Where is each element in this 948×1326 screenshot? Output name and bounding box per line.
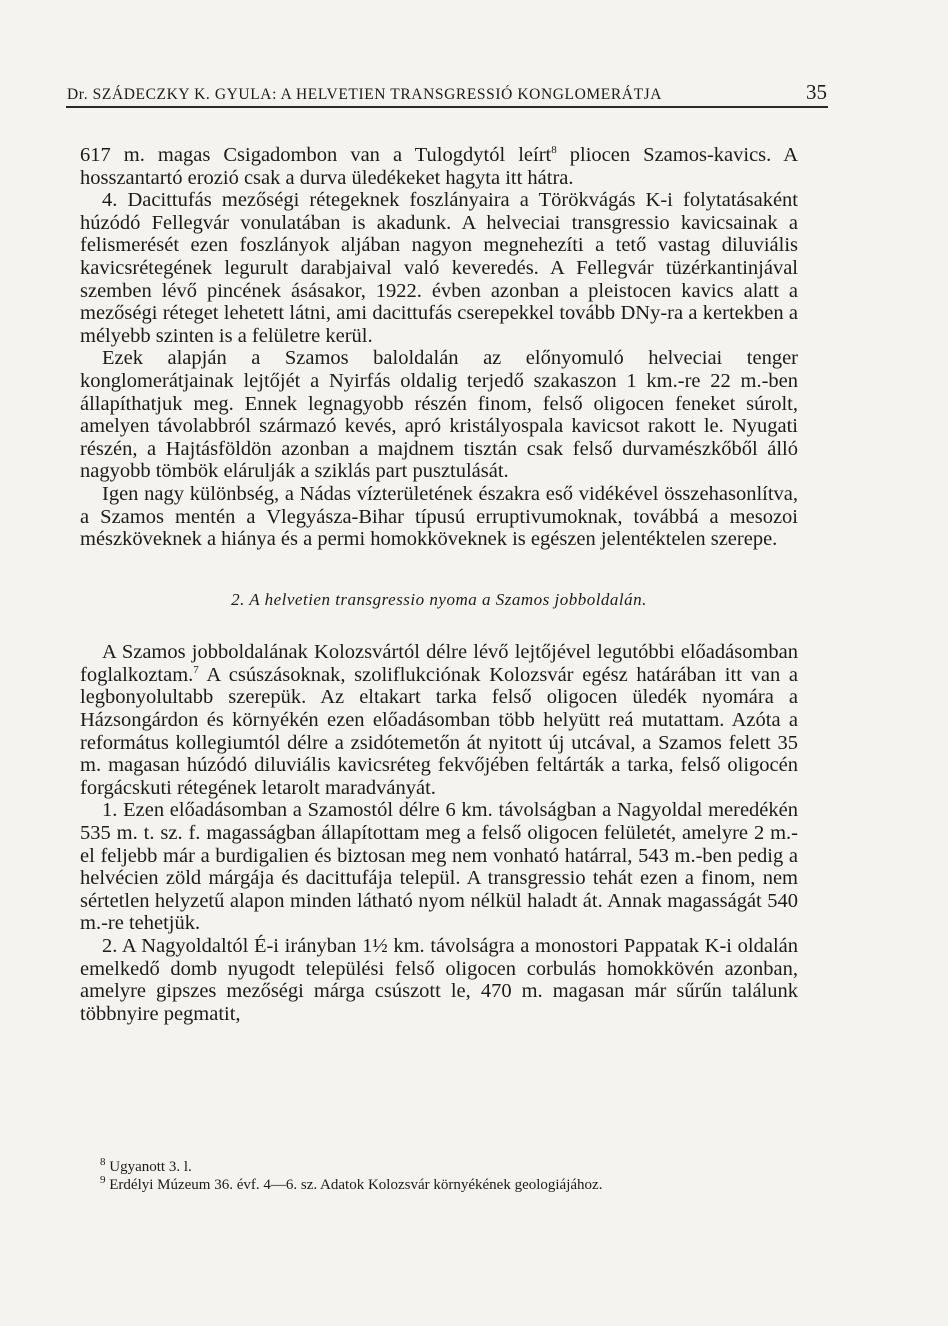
running-header [67, 80, 827, 105]
page-number: 35 [806, 80, 827, 104]
paragraph: Ezek alapján a Szamos baloldalán az előnyomuló helveciai tenger konglomerátjainak lejtőjét a Nyirfás oldalig terjedő szakaszon 1 km.-re 22 m.-ben állapíthatjuk meg. Ennek legnagyobb részén finom, felső oligocen feneket súrolt, amelyen távolabbról származó kevés, apró kristályospala kavicsot rakott le. Nyugati részén, a Hajtásföldön azonban a majdnem tisztán csak felső durvamészkőből álló nagyobb tömbök elárulják a sziklás part pusztulását. [80, 347, 798, 483]
section-title: A helvetien transgressio nyoma a Szamos jobboldalán. [249, 589, 647, 609]
paragraph: Igen nagy különbség, a Nádas vízterületének északra eső vidékével összehasonlítva, a Szamos mentén a Vlegyásza-Bihar típusú erruptivumoknak, továbbá a mesozoi mészköveknek a hiánya és a permi homokköveknek is egészen jelentéktelen szerepe. [80, 482, 798, 551]
paragraph: A Szamos jobboldalának Kolozsvártól délre lévő lejtőjével legutóbbi előadásomban foglalkoztam.$^7$ A csúszásoknak, szoliflukciónak Kolozsvár egész határában itt van a legbonyolultabb szerepük. Az eltakart tarka felső oligocen üledék nyomára a Házsongárdon és környékén ezen előadásomban több helyütt reá mutattam. Azóta a református kollegiumtól délre a zsidótemetőn át nyitott új utcával, a Szamos felett 35 m. magasan húzódó diluviális kavicsréteg fekvőjében feltárták a tarka, felső oligocén forgácskuti rétegének letarolt maradványát. [80, 641, 798, 799]
footnotes [80, 1158, 798, 1194]
footnote: $^9$ Erdélyi Múzeum 36. évf. 4—6. sz. Adatok Kolozsvár környékének geologiájához. [100, 1174, 603, 1193]
header-rule [66, 106, 828, 108]
paragraph: 1. Ezen előadásomban a Szamostól délre 6 km. távolságban a Nagyoldal meredékén 535 m. t. sz. f. magasságban állapítottam meg a felső oligocen felületét, amelyre 2 m.-el feljebb már a burdigalien és biztosan meg nem vonható határral, 543 m.-ben pedig a helvécien zöld márgája és dacittufája települ. A transgressio tehát ezen a finom, nem sértetlen helyzetű alapon minden látható nyom nélkül haladt át. Annak magasságát 540 m.-re tehetjük. [80, 799, 798, 935]
section-heading [80, 589, 798, 612]
paragraph: 4. Dacittufás mezőségi rétegeknek foszlányaira a Törökvágás K-i folytatásaként húzódó Fellegvár vonulatában is akadunk. A helveciai transgressio kavicsainak a felismerését ezen foszlányok aljában nagyon megnehezíti a tető vastag diluviális kavicsrétegének legurult darabjaival való keveredés. A Fellegvár tüzérkantinjával szemben lévő pincének ásásakor, 1922. évben azonban a pleistocen kavics alatt a mezőségi réteget lehetett látni, ami dacittufás cserepekkel tovább DNy-ra a kertekben a mélyebb szinten is a felületre kerül. [80, 189, 798, 347]
paragraph: 2. A Nagyoldaltól É-i irányban 1½ km. távolságra a monostori Pappatak K-i oldalán emelkedő domb nyugodt települési felső oligocen corbulás homokkövén azonban, amelyre gipszes mezőségi márga csúszott le, 470 m. magasan már sűrűn találunk többnyire pegmatit, [80, 935, 798, 1025]
running-title: Dr. SZÁDECZKY K. GYULA: A HELVETIEN TRANSGRESSIÓ KONGLOMERÁTJA [67, 86, 663, 103]
paragraph: 617 m. magas Csigadombon van a Tulogdytól leírt$^8$ pliocen Szamos-kavics. A hosszantartó erozió csak a durva üledékeket hagyta itt hátra. [80, 144, 798, 189]
footnote: $^8$ Ugyanott 3. l. [100, 1156, 192, 1175]
section-number: 2. [231, 589, 245, 609]
body-text [80, 144, 798, 1025]
